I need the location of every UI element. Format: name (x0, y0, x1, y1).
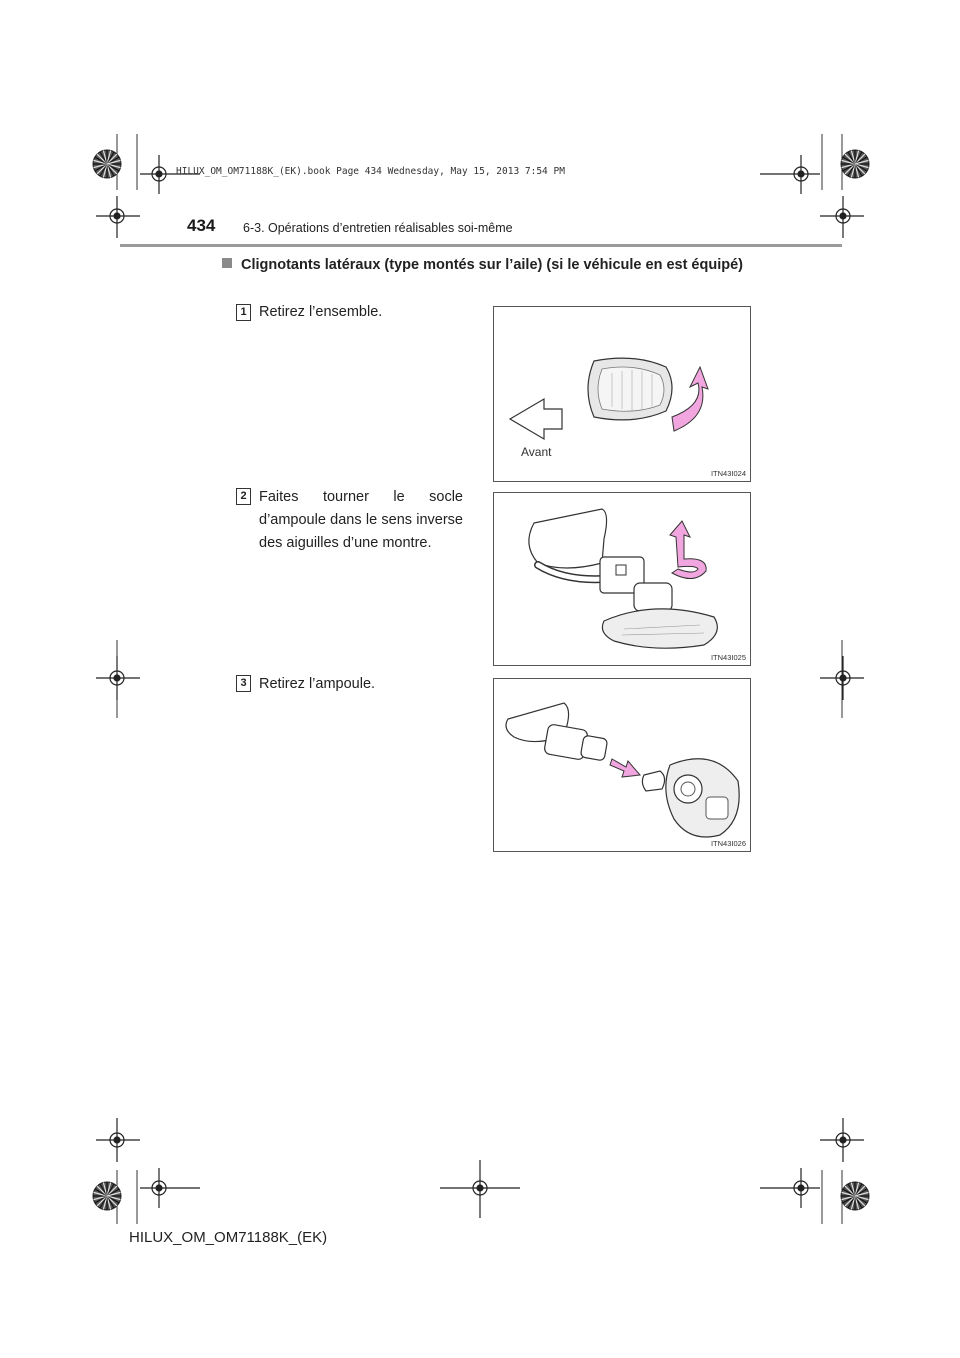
registration-mark-bottom-right (760, 1168, 820, 1208)
step-number-2: 2 (236, 488, 251, 505)
rotate-counterclockwise-arrow-icon (670, 521, 706, 579)
figure-remove-bulb (493, 678, 751, 852)
registration-mark-bottom-center (440, 1160, 520, 1218)
registration-mark-left-upper (96, 196, 140, 238)
step-text-3: Retirez l’ampoule. (259, 676, 376, 692)
bulb-socket-icon (634, 583, 672, 611)
figure-code: ITN43I025 (710, 653, 746, 662)
starburst-target-bottom-right (841, 1182, 869, 1210)
step-number-3: 3 (236, 675, 251, 692)
forward-arrow-icon (510, 399, 562, 439)
page-number: 434 (187, 216, 216, 235)
lamp-lens-icon (602, 609, 717, 648)
registration-mark-left-lower (96, 1118, 140, 1162)
figure-remove-assembly (493, 306, 751, 482)
registration-mark-left-mid (96, 656, 140, 700)
pull-arrow-icon (610, 759, 640, 777)
print-stamp: HILUX_OM_OM71188K_(EK).book Page 434 Wednesday, May 15, 2013 7:54 PM (176, 166, 565, 177)
header-rule (120, 244, 842, 247)
registration-mark-top-right (760, 155, 820, 194)
section-title: 6-3. Opérations d’entretien réalisables soi-même (243, 221, 513, 235)
bullet-square-icon (222, 258, 232, 268)
side-lamp-icon (588, 358, 672, 420)
figure-code: ITN43I026 (710, 839, 746, 848)
registration-mark-right-lower (820, 1118, 864, 1162)
starburst-target-bottom-left (93, 1182, 121, 1210)
subheading-text: Clignotants latéraux (type montés sur l’aile) (si le véhicule en est équipé) (241, 257, 743, 273)
bulb-removal-illustration (494, 679, 750, 851)
step-text-1: Retirez l’ensemble. (259, 304, 383, 320)
socket-rotation-illustration (494, 493, 750, 665)
starburst-target-top-left (93, 150, 121, 178)
figure-label-forward: Avant (521, 445, 552, 459)
housing-icon (529, 509, 607, 568)
figure-turn-socket (493, 492, 751, 666)
bulb-icon (642, 771, 664, 791)
footer-doc-id: HILUX_OM_OM71188K_(EK) (129, 1229, 328, 1246)
registration-mark-bottom-left (140, 1168, 200, 1208)
step-number-1: 1 (236, 304, 251, 321)
rotate-arrow-icon (672, 367, 708, 431)
bulb-socket-icon (580, 735, 607, 761)
figure-code: ITN43I024 (710, 469, 746, 478)
starburst-target-top-right (841, 150, 869, 178)
step-text-2: Faites tourner le socle d’ampoule dans le sens inverse des aiguilles d’une montre. (259, 489, 463, 551)
subheading (222, 254, 748, 277)
registration-mark-right-upper (820, 196, 864, 238)
